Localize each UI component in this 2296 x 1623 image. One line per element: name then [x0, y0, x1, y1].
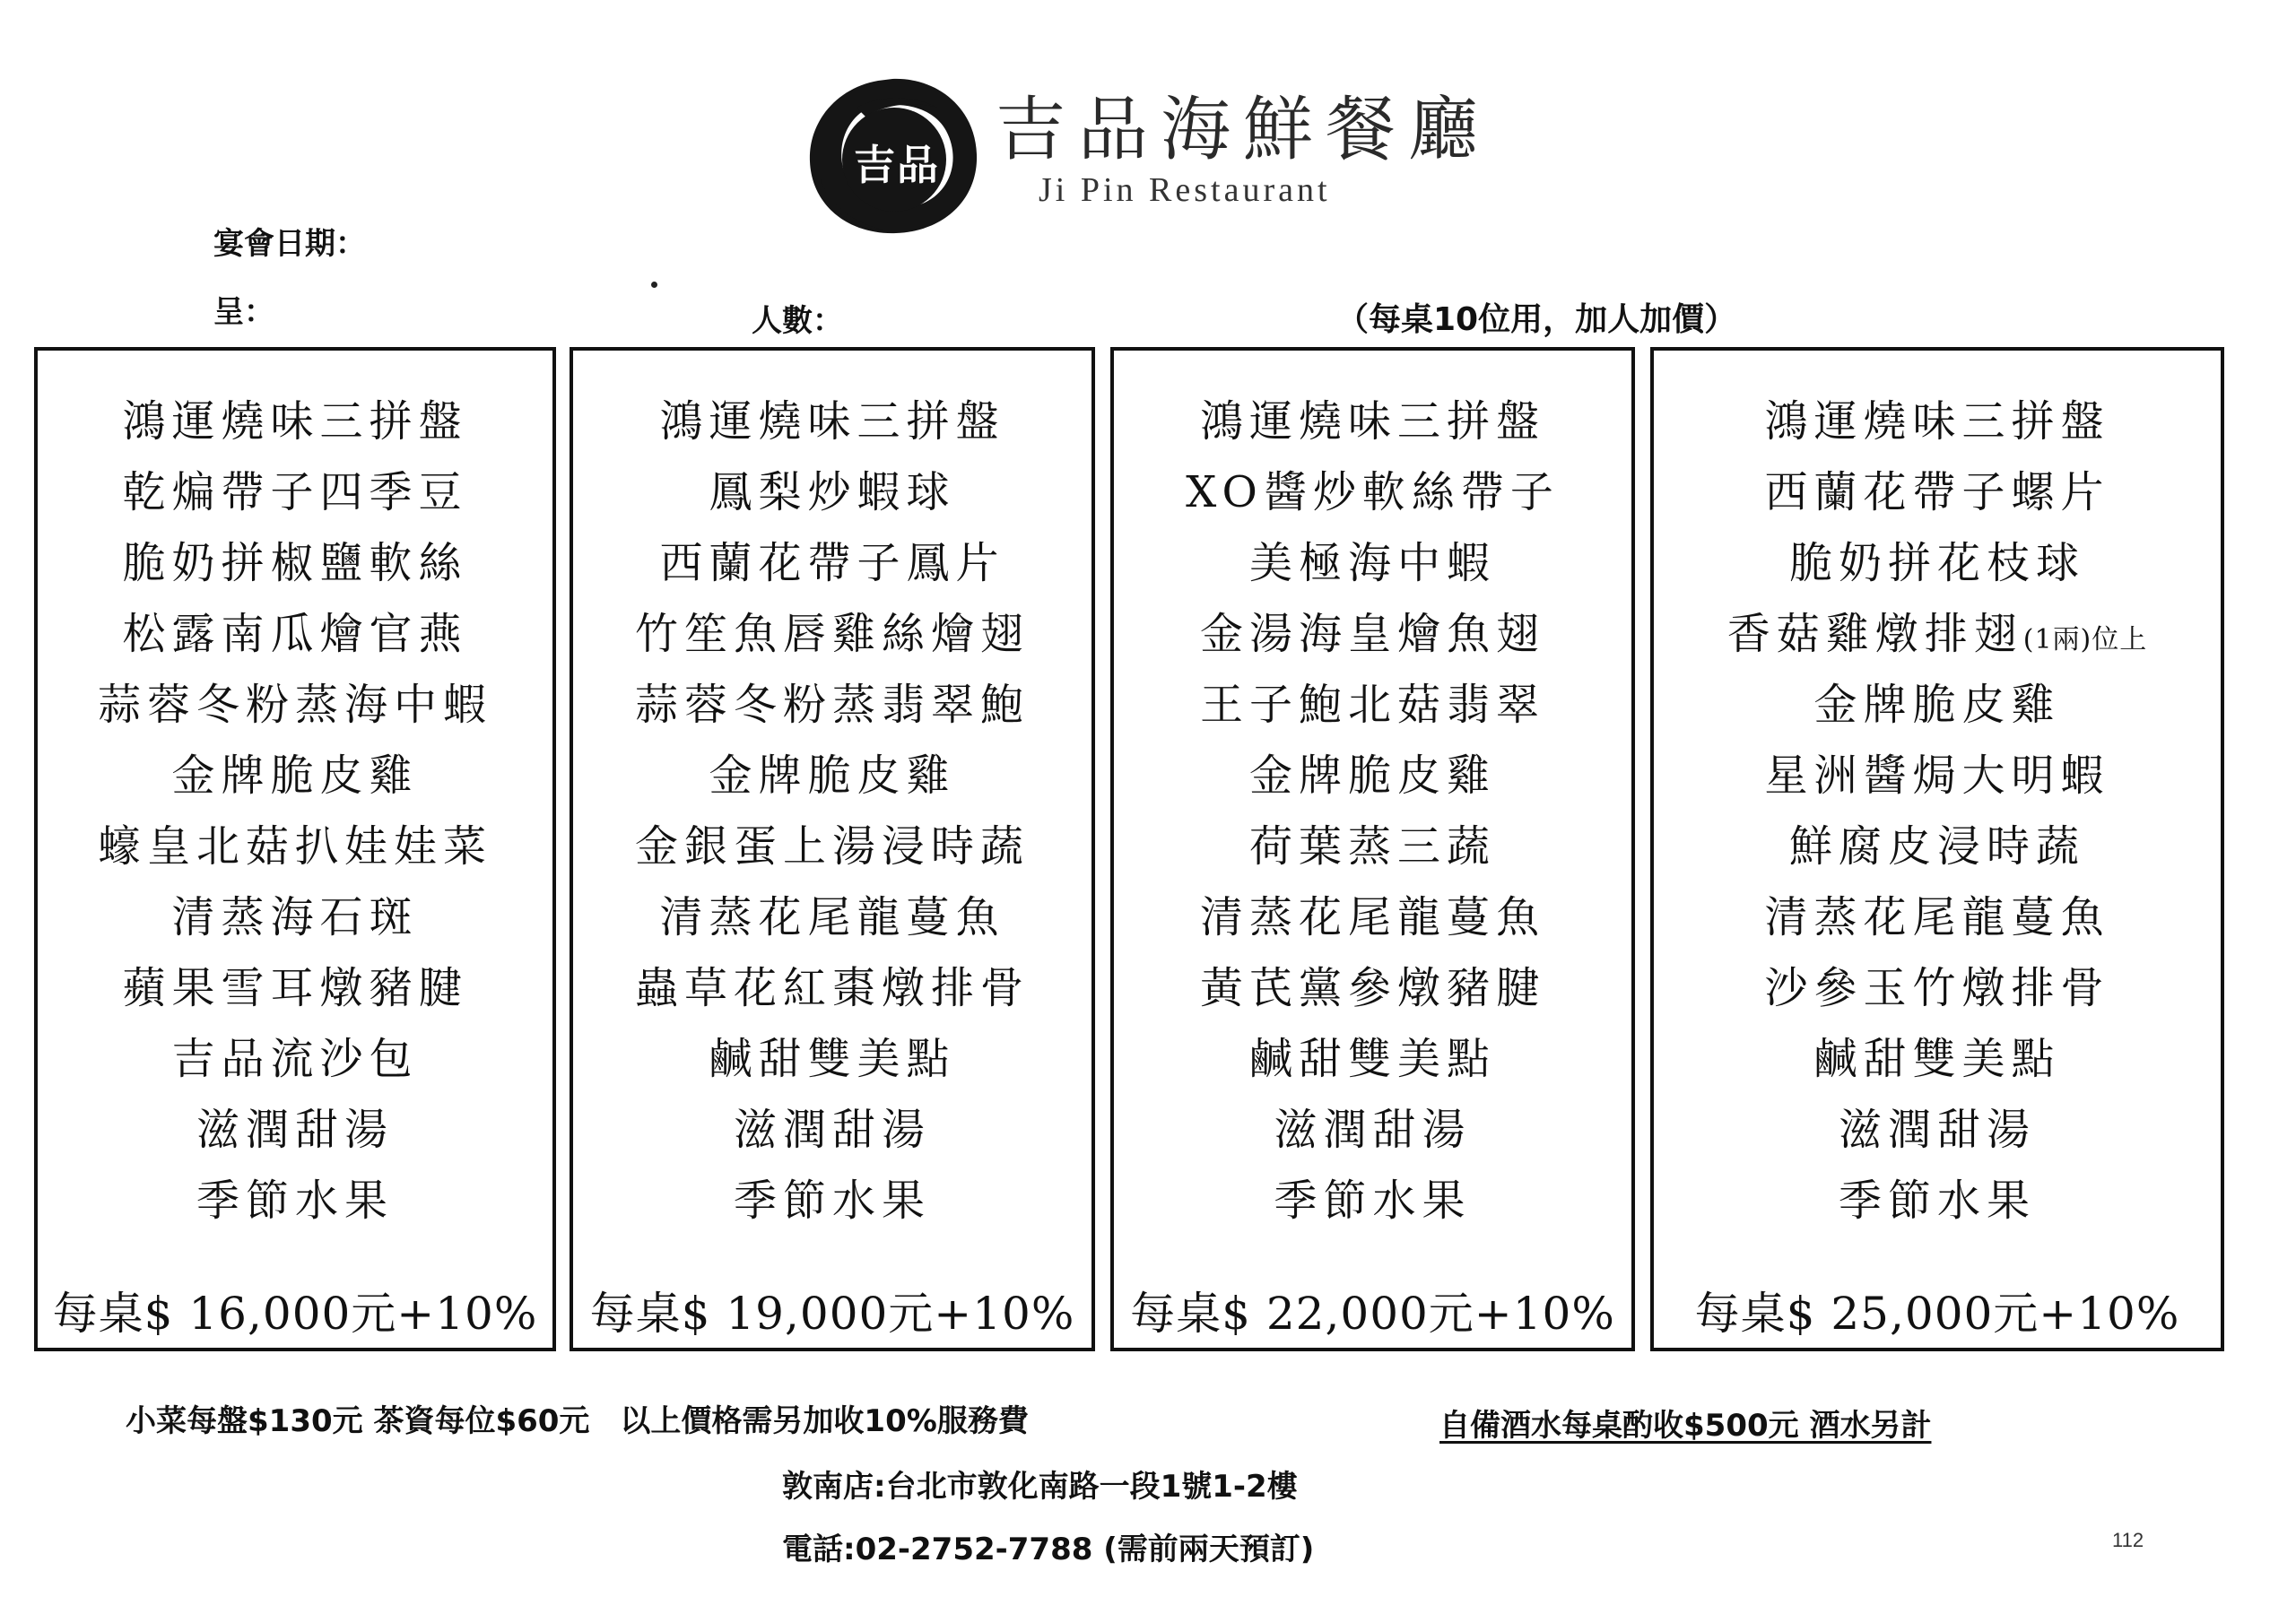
- menu-price: 每桌$ 16,000元+10%: [52, 1288, 538, 1340]
- menu-item: 金牌脆皮雞: [1813, 680, 2061, 730]
- menu-box-25000: [1650, 347, 2224, 1351]
- menu-item: 蟲草花紅棗燉排骨: [634, 963, 1030, 1013]
- menu-item: 滋潤甜湯: [1274, 1105, 1472, 1155]
- menu-item: 鴻運燒味三拼盤: [659, 396, 1005, 447]
- menu-item: 鮮腐皮浸時蔬: [1788, 821, 2085, 872]
- menu-box-22000: [1110, 347, 1635, 1351]
- menu-item: 鴻運燒味三拼盤: [122, 396, 468, 447]
- menu-item: 蠔皇北菇扒娃娃菜: [97, 821, 492, 872]
- menu-item: 季節水果: [196, 1176, 394, 1226]
- menu-item: 滋潤甜湯: [1838, 1105, 2036, 1155]
- menu-price: 每桌$ 25,000元+10%: [1694, 1288, 2180, 1340]
- menu-item: 金牌脆皮雞: [1248, 751, 1496, 801]
- menu-item: 西蘭花帶子螺片: [1764, 467, 2110, 517]
- page-number: 112: [2112, 1529, 2144, 1551]
- menu-item: 荷葉蒸三蔬: [1248, 821, 1496, 872]
- menu-item: 金銀蛋上湯浸時蔬: [634, 821, 1030, 872]
- store-phone: 電話:02-2752-7788 (需前兩天預訂): [782, 1532, 1315, 1567]
- menu-item-list: [38, 386, 552, 1237]
- menu-item-name: 香菇雞燉排翅: [1726, 609, 2023, 659]
- corkage-note: 自備酒水每桌酌收$500元 酒水另計: [1439, 1408, 1932, 1444]
- menu-item: 沙參玉竹燉排骨: [1764, 963, 2110, 1013]
- banquet-date-label: 宴會日期：: [213, 226, 366, 262]
- menu-item: 金牌脆皮雞: [171, 751, 419, 801]
- menu-item-note: (1兩)位上: [2022, 624, 2148, 655]
- menu-item: 鹹甜雙美點: [709, 1034, 956, 1084]
- menu-box-19000: [570, 347, 1095, 1351]
- stray-ink-dot: [651, 282, 657, 288]
- restaurant-name-chinese: 吉品海鮮餐廳: [996, 90, 1492, 170]
- menu-item: 鹹甜雙美點: [1248, 1034, 1496, 1084]
- menu-item: 蒜蓉冬粉蒸翡翠鮑: [634, 680, 1030, 730]
- menu-item: 乾煸帶子四季豆: [122, 467, 468, 517]
- menu-item: 鴻運燒味三拼盤: [1764, 396, 2110, 447]
- menu-item-list: [1114, 386, 1631, 1237]
- menu-item: 清蒸花尾龍蔓魚: [1764, 892, 2110, 942]
- menu-item: 鴻運燒味三拼盤: [1199, 396, 1545, 447]
- menu-item: 松露南瓜燴官燕: [122, 609, 468, 659]
- menu-item: 鹹甜雙美點: [1813, 1034, 2061, 1084]
- menu-item: 脆奶拼花枝球: [1788, 538, 2085, 588]
- menu-item: XO醬炒軟絲帶子: [1186, 467, 1560, 517]
- menu-item: 季節水果: [1274, 1176, 1472, 1226]
- menu-item: 吉品流沙包: [171, 1034, 419, 1084]
- menu-item: 季節水果: [1838, 1176, 2036, 1226]
- menu-price: 每桌$ 19,000元+10%: [589, 1288, 1075, 1340]
- menu-item: 王子鮑北菇翡翠: [1199, 680, 1545, 730]
- menu-item: 蘋果雪耳燉豬腱: [122, 963, 468, 1013]
- menu-item: 金湯海皇燴魚翅: [1199, 609, 1545, 659]
- menu-item: 清蒸花尾龍蔓魚: [1199, 892, 1545, 942]
- per-table-note: （每桌10位用，加人加價）: [1336, 301, 1737, 338]
- menu-box-16000: [34, 347, 556, 1351]
- menu-item-list: [1654, 386, 2221, 1237]
- restaurant-name-english: Ji Pin Restaurant: [1039, 171, 1331, 209]
- menu-item: 西蘭花帶子鳳片: [659, 538, 1005, 588]
- menu-item: 滋潤甜湯: [196, 1105, 394, 1155]
- menu-item: 鳳梨炒蝦球: [709, 467, 956, 517]
- menu-item: [1654, 599, 2221, 670]
- menu-item: 季節水果: [733, 1176, 931, 1226]
- logo-seal-text: 吉品: [854, 141, 940, 189]
- menu-item: 滋潤甜湯: [733, 1105, 931, 1155]
- menu-item: 蒜蓉冬粉蒸海中蝦: [97, 680, 492, 730]
- menu-item: 脆奶拼椒鹽軟絲: [122, 538, 468, 588]
- menu-price: 每桌$ 22,000元+10%: [1130, 1288, 1615, 1340]
- menu-item: 清蒸海石斑: [171, 892, 419, 942]
- menu-item: 金牌脆皮雞: [709, 751, 956, 801]
- store-address: 敦南店:台北市敦化南路一段1號1-2樓: [782, 1469, 1298, 1505]
- menu-item: 黃芪黨參燉豬腱: [1199, 963, 1545, 1013]
- menu-item: 竹笙魚唇雞絲燴翅: [634, 609, 1030, 659]
- present-to-label: 呈：: [213, 294, 274, 330]
- menu-item-list: [573, 386, 1091, 1237]
- headcount-label: 人數：: [752, 303, 843, 339]
- menu-item: 星洲醬焗大明蝦: [1764, 751, 2110, 801]
- side-dish-and-tea-note: 小菜每盤$130元 茶資每位$60元 以上價格需另加收10%服務費: [126, 1403, 1029, 1439]
- menu-item: 美極海中蝦: [1248, 538, 1496, 588]
- menu-item: 清蒸花尾龍蔓魚: [659, 892, 1005, 942]
